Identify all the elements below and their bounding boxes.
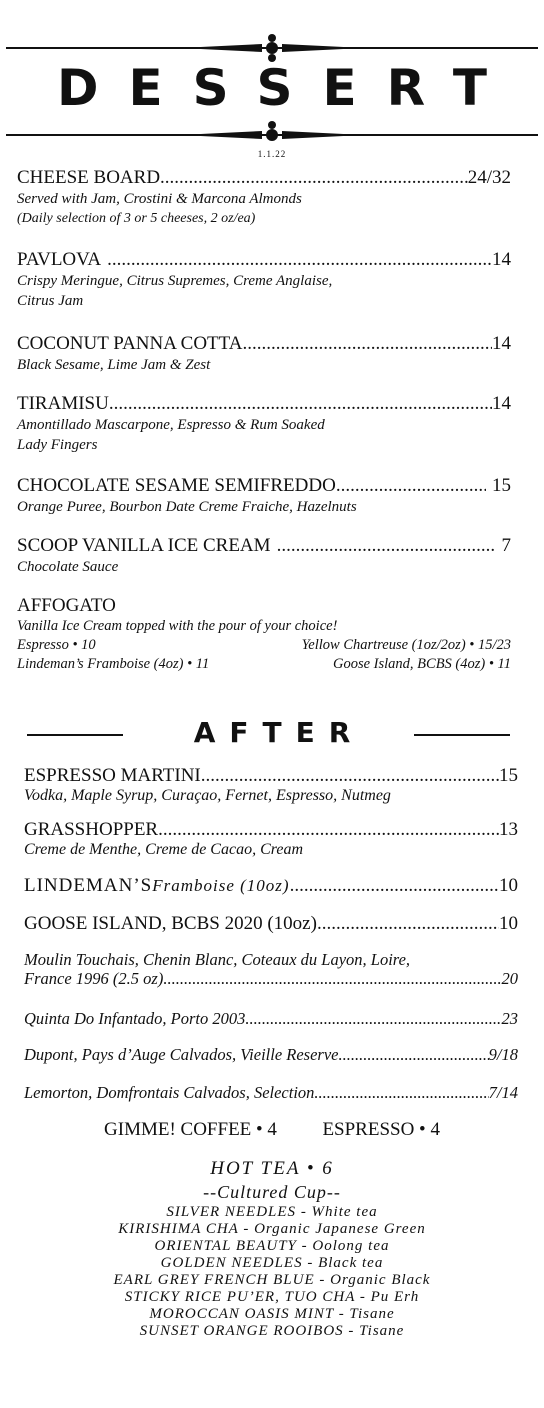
- tea-name: STICKY RICE PU’ER, TUO CHA: [124, 1289, 356, 1305]
- item-description: (Daily selection of 3 or 5 cheeses, 2 oz/ea): [17, 211, 256, 226]
- menu-item-quinta-do-infantado: [24, 1008, 518, 1029]
- menu-item-lindeman: [24, 874, 518, 897]
- menu-item-cheese-board: [17, 166, 511, 229]
- item-description: Vodka, Maple Syrup, Curaçao, Fernet, Espresso, Nutmeg: [24, 787, 391, 804]
- menu-item-grasshopper: [24, 818, 518, 859]
- menu-item-pavlova: [17, 248, 511, 311]
- item-description: Creme de Menthe, Creme de Cacao, Cream: [24, 841, 304, 858]
- tea-name: SUNSET ORANGE ROOIBOS: [139, 1323, 344, 1339]
- menu-item-lemorton-calvados: [24, 1082, 518, 1103]
- item-description: Vanilla Ice Cream topped with the pour of your choice!: [17, 618, 338, 634]
- after-section-heading: [0, 713, 544, 753]
- tea-list: [0, 1204, 544, 1340]
- item-price: 14: [492, 393, 511, 414]
- tea-name: ORIENTAL BEAUTY: [154, 1238, 297, 1254]
- item-price: 20: [501, 969, 518, 988]
- item-price: 14: [492, 333, 511, 354]
- item-name: TIRAMISU: [17, 393, 109, 414]
- item-price: 23: [501, 1009, 518, 1028]
- section-title: AFTER: [193, 716, 365, 749]
- list-item: [0, 1323, 544, 1340]
- item-name: CHOCOLATE SESAME SEMIFREDDO: [17, 475, 336, 496]
- menu-date: 1.1.22: [257, 149, 287, 159]
- menu-item-dupont-calvados: [24, 1044, 518, 1065]
- item-description: Orange Puree, Bourbon Date Creme Fraiche, Hazelnuts: [17, 499, 357, 515]
- affogato-option: Lindeman’s Framboise (4oz) • 11: [17, 656, 210, 672]
- item-name: AFFOGATO: [17, 595, 116, 616]
- item-price: 9/18: [488, 1045, 518, 1064]
- item-description: Amontillado Mascarpone, Espresso & Rum Soaked: [17, 417, 325, 433]
- item-price: 14: [492, 249, 511, 270]
- tea-name: KIRISHIMA CHA: [118, 1221, 239, 1237]
- item-description: Black Sesame, Lime Jam & Zest: [17, 357, 211, 373]
- menu-item-coconut-panna-cotta: [17, 332, 511, 375]
- item-name: GRASSHOPPER: [24, 819, 159, 840]
- item-name: PAVLOVA: [17, 249, 102, 270]
- item-description: Crispy Meringue, Citrus Supremes, Creme Anglaise,: [17, 273, 333, 289]
- item-description: Served with Jam, Crostini & Marcona Almonds: [17, 191, 302, 207]
- menu-item-chocolate-semifreddo: [17, 474, 511, 517]
- item-name: LINDEMAN’S: [24, 875, 153, 896]
- item-name: GOOSE ISLAND, BCBS 2020 (10oz): [24, 913, 317, 934]
- item-name: Quinta Do Infantado, Porto 2003: [24, 1009, 246, 1028]
- menu-item-goose-island: [24, 912, 518, 935]
- menu-header: [0, 0, 544, 160]
- list-item: [0, 1306, 544, 1323]
- tea-type: - Organic Japanese Green: [238, 1221, 426, 1237]
- item-name: COCONUT PANNA COTTA: [17, 333, 243, 354]
- list-item: [0, 1255, 544, 1272]
- tea-name: EARL GREY FRENCH BLUE: [113, 1272, 315, 1288]
- menu-item-tiramisu: [17, 392, 511, 455]
- item-description: Lady Fingers: [17, 437, 98, 453]
- item-price: 15: [492, 475, 511, 496]
- item-description: Citrus Jam: [17, 293, 84, 309]
- coffee-row: [0, 1118, 544, 1142]
- menu-item-vanilla-ice-cream: [17, 534, 511, 577]
- menu-item-moulin-touchais: [24, 950, 518, 988]
- item-name: Moulin Touchais, Chenin Blanc, Coteaux du Layon, Loire,: [24, 950, 411, 969]
- espresso-item: ESPRESSO • 4: [322, 1119, 440, 1140]
- tea-type: - Organic Black: [314, 1272, 431, 1288]
- list-item: [0, 1204, 544, 1221]
- menu-item-espresso-martini: [24, 764, 518, 805]
- list-item: [0, 1272, 544, 1289]
- coffee-item: GIMME! COFFEE • 4: [104, 1119, 277, 1140]
- item-name: France 1996 (2.5 oz): [24, 969, 164, 988]
- divider: [414, 734, 510, 736]
- affogato-option: Yellow Chartreuse (1oz/2oz) • 15/23: [301, 637, 511, 653]
- list-item: [0, 1221, 544, 1238]
- tea-name: SILVER NEEDLES: [166, 1204, 297, 1220]
- affogato-option-row: [17, 655, 511, 674]
- tea-type: - Black tea: [302, 1255, 384, 1271]
- item-name: ESPRESSO MARTINI: [24, 765, 201, 786]
- tea-type: - Tisane: [333, 1306, 395, 1322]
- item-name: SCOOP VANILLA ICE CREAM: [17, 535, 271, 556]
- item-price: 13: [499, 819, 518, 840]
- item-price: 7: [501, 535, 511, 556]
- item-name: Lemorton, Domfrontais Calvados, Selection: [24, 1083, 315, 1102]
- item-price: 15: [499, 765, 518, 786]
- tea-name: MOROCCAN OASIS MINT: [149, 1306, 334, 1322]
- tea-type: - White tea: [296, 1204, 378, 1220]
- item-name: CHEESE BOARD: [17, 167, 161, 188]
- tea-type: - Tisane: [343, 1323, 405, 1339]
- menu-item-affogato: [17, 594, 511, 674]
- list-item: [0, 1238, 544, 1255]
- item-price: 7/14: [488, 1083, 518, 1102]
- item-name: Dupont, Pays d’Auge Calvados, Vieille Reserve: [24, 1045, 339, 1064]
- item-subname: Framboise (10oz): [152, 876, 290, 895]
- tea-name: GOLDEN NEEDLES: [160, 1255, 303, 1271]
- affogato-option-row: [17, 636, 511, 655]
- item-description: Chocolate Sauce: [17, 559, 119, 575]
- tea-type: - Pu Erh: [355, 1289, 420, 1305]
- tea-type: - Oolong tea: [296, 1238, 390, 1254]
- list-item: [0, 1289, 544, 1306]
- page-title: DESSERT: [57, 59, 517, 117]
- affogato-option: Goose Island, BCBS (4oz) • 11: [333, 656, 511, 672]
- tea-brand: --Cultured Cup--: [203, 1182, 341, 1202]
- affogato-option: Espresso • 10: [17, 637, 96, 653]
- item-price: 24/32: [467, 167, 511, 188]
- item-price: 10: [499, 875, 518, 896]
- tea-title: HOT TEA • 6: [210, 1158, 334, 1179]
- item-price: 10: [499, 913, 518, 934]
